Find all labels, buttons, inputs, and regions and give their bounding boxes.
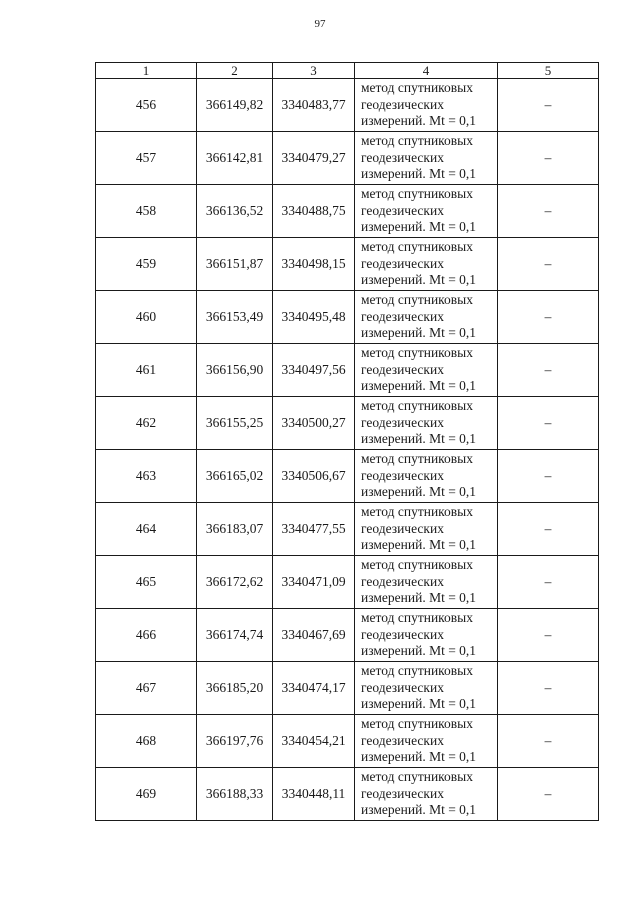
method-line: геодезических (361, 732, 444, 748)
y-coordinate-cell: 3340498,15 (273, 238, 355, 291)
point-number-cell: 456 (96, 79, 197, 132)
table-row (96, 715, 599, 768)
y-coordinate-cell: 3340500,27 (273, 397, 355, 450)
x-coordinate-cell: 366165,02 (197, 450, 273, 503)
method-line: метод спутниковых (361, 557, 473, 573)
table-row (96, 132, 599, 185)
method-cell (355, 609, 498, 662)
x-coordinate-cell: 366174,74 (197, 609, 273, 662)
table-row (96, 768, 599, 821)
method-line: метод спутниковых (361, 133, 473, 149)
column-header-3: 3 (273, 63, 355, 79)
method-line: метод спутниковых (361, 504, 473, 520)
point-number-cell: 466 (96, 609, 197, 662)
method-cell (355, 768, 498, 821)
x-coordinate-cell: 366185,20 (197, 662, 273, 715)
y-coordinate-cell: 3340448,11 (273, 768, 355, 821)
table-row (96, 662, 599, 715)
method-cell (355, 132, 498, 185)
x-coordinate-cell: 366153,49 (197, 291, 273, 344)
y-coordinate-cell: 3340483,77 (273, 79, 355, 132)
note-cell: – (498, 768, 599, 821)
x-coordinate-cell: 366188,33 (197, 768, 273, 821)
x-coordinate-cell: 366151,87 (197, 238, 273, 291)
y-coordinate-cell: 3340471,09 (273, 556, 355, 609)
y-coordinate-cell: 3340497,56 (273, 344, 355, 397)
method-line: метод спутниковых (361, 186, 473, 202)
table-row (96, 556, 599, 609)
coordinates-table (95, 62, 599, 821)
method-cell (355, 715, 498, 768)
point-number-cell: 468 (96, 715, 197, 768)
method-line: измерений. Mt = 0,1 (361, 643, 477, 659)
x-coordinate-cell: 366149,82 (197, 79, 273, 132)
column-header-4: 4 (355, 63, 498, 79)
method-line: измерений. Mt = 0,1 (361, 113, 477, 129)
method-line: измерений. Mt = 0,1 (361, 378, 477, 394)
note-cell: – (498, 556, 599, 609)
note-cell: – (498, 715, 599, 768)
y-coordinate-cell: 3340467,69 (273, 609, 355, 662)
method-cell (355, 662, 498, 715)
note-cell: – (498, 344, 599, 397)
column-header-2: 2 (197, 63, 273, 79)
method-line: геодезических (361, 679, 444, 695)
method-line: геодезических (361, 96, 444, 112)
table-header-row (96, 63, 599, 79)
method-line: метод спутниковых (361, 239, 473, 255)
note-cell: – (498, 291, 599, 344)
method-line: метод спутниковых (361, 716, 473, 732)
method-line: геодезических (361, 785, 444, 801)
method-line: измерений. Mt = 0,1 (361, 590, 477, 606)
method-line: измерений. Mt = 0,1 (361, 696, 477, 712)
x-coordinate-cell: 366183,07 (197, 503, 273, 556)
method-line: метод спутниковых (361, 80, 473, 96)
table-row (96, 503, 599, 556)
point-number-cell: 459 (96, 238, 197, 291)
note-cell: – (498, 662, 599, 715)
column-header-5: 5 (498, 63, 599, 79)
x-coordinate-cell: 366156,90 (197, 344, 273, 397)
method-line: измерений. Mt = 0,1 (361, 802, 477, 818)
method-cell (355, 238, 498, 291)
note-cell: – (498, 185, 599, 238)
method-line: геодезических (361, 255, 444, 271)
method-line: измерений. Mt = 0,1 (361, 219, 477, 235)
method-line: измерений. Mt = 0,1 (361, 166, 477, 182)
point-number-cell: 465 (96, 556, 197, 609)
point-number-cell: 462 (96, 397, 197, 450)
table-row (96, 79, 599, 132)
method-line: геодезических (361, 573, 444, 589)
point-number-cell: 464 (96, 503, 197, 556)
method-line: измерений. Mt = 0,1 (361, 431, 477, 447)
point-number-cell: 460 (96, 291, 197, 344)
method-line: геодезических (361, 414, 444, 430)
y-coordinate-cell: 3340454,21 (273, 715, 355, 768)
table-row (96, 450, 599, 503)
note-cell: – (498, 238, 599, 291)
method-cell (355, 291, 498, 344)
y-coordinate-cell: 3340477,55 (273, 503, 355, 556)
method-line: метод спутниковых (361, 292, 473, 308)
method-line: метод спутниковых (361, 663, 473, 679)
point-number-cell: 469 (96, 768, 197, 821)
table-row (96, 291, 599, 344)
point-number-cell: 461 (96, 344, 197, 397)
method-line: измерений. Mt = 0,1 (361, 749, 477, 765)
method-cell (355, 344, 498, 397)
method-cell (355, 503, 498, 556)
x-coordinate-cell: 366136,52 (197, 185, 273, 238)
method-line: геодезических (361, 202, 444, 218)
note-cell: – (498, 397, 599, 450)
method-line: измерений. Mt = 0,1 (361, 537, 477, 553)
method-line: геодезических (361, 520, 444, 536)
method-cell (355, 556, 498, 609)
note-cell: – (498, 450, 599, 503)
column-header-1: 1 (96, 63, 197, 79)
x-coordinate-cell: 366197,76 (197, 715, 273, 768)
method-line: измерений. Mt = 0,1 (361, 484, 477, 500)
table-row (96, 609, 599, 662)
page-number: 97 (314, 18, 326, 30)
point-number-cell: 458 (96, 185, 197, 238)
table-row (96, 238, 599, 291)
note-cell: – (498, 609, 599, 662)
method-line: геодезических (361, 308, 444, 324)
y-coordinate-cell: 3340488,75 (273, 185, 355, 238)
x-coordinate-cell: 366142,81 (197, 132, 273, 185)
method-line: геодезических (361, 626, 444, 642)
y-coordinate-cell: 3340495,48 (273, 291, 355, 344)
point-number-cell: 463 (96, 450, 197, 503)
y-coordinate-cell: 3340479,27 (273, 132, 355, 185)
table-row (96, 397, 599, 450)
y-coordinate-cell: 3340506,67 (273, 450, 355, 503)
note-cell: – (498, 132, 599, 185)
method-line: измерений. Mt = 0,1 (361, 325, 477, 341)
method-line: метод спутниковых (361, 451, 473, 467)
table-row (96, 185, 599, 238)
method-cell (355, 450, 498, 503)
note-cell: – (498, 503, 599, 556)
method-line: геодезических (361, 149, 444, 165)
method-line: геодезических (361, 467, 444, 483)
method-line: метод спутниковых (361, 610, 473, 626)
point-number-cell: 457 (96, 132, 197, 185)
method-line: геодезических (361, 361, 444, 377)
table-body (96, 79, 599, 821)
method-cell (355, 397, 498, 450)
method-line: метод спутниковых (361, 769, 473, 785)
point-number-cell: 467 (96, 662, 197, 715)
method-cell (355, 185, 498, 238)
method-cell (355, 79, 498, 132)
x-coordinate-cell: 366172,62 (197, 556, 273, 609)
table-row (96, 344, 599, 397)
method-line: метод спутниковых (361, 398, 473, 414)
method-line: измерений. Mt = 0,1 (361, 272, 477, 288)
method-line: метод спутниковых (361, 345, 473, 361)
note-cell: – (498, 79, 599, 132)
y-coordinate-cell: 3340474,17 (273, 662, 355, 715)
x-coordinate-cell: 366155,25 (197, 397, 273, 450)
